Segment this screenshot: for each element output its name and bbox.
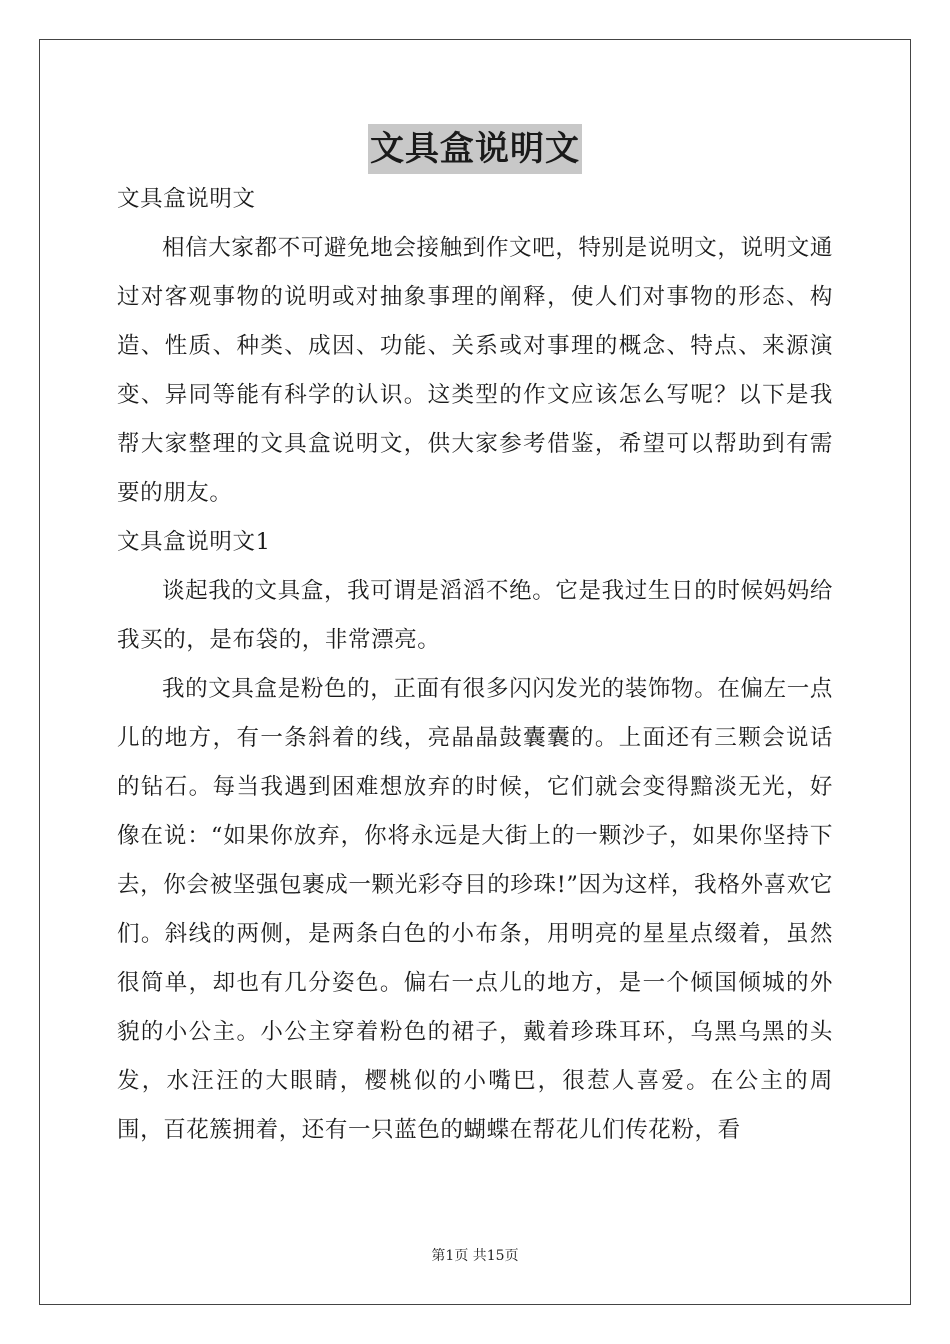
page-footer: 第1页 共15页	[431, 1248, 519, 1264]
title-container	[0, 124, 950, 174]
intro-paragraph: 相信大家都不可避免地会接触到作文吧，特别是说明文，说明文通过对客观事物的说明或对抽象事理的阐释，使人们对事物的形态、构造、性质、种类、成因、功能、关系或对事理的概念、特点、来源演变、异同等能有科学的认识。这类型的作文应该怎么写呢？以下是我帮大家整理的文具盒说明文，供大家参考借鉴，希望可以帮助到有需要的朋友。	[117, 235, 833, 506]
document-body	[117, 175, 833, 1155]
section-heading: 文具盒说明文1	[117, 529, 271, 555]
document-title: 文具盒说明文	[368, 124, 582, 174]
body-paragraph: 我的文具盒是粉色的，正面有很多闪闪发光的装饰物。在偏左一点儿的地方，有一条斜着的线，亮晶晶鼓囊囊的。上面还有三颗会说话的钻石。每当我遇到困难想放弃的时候，它们就会变得黯淡无光，好像在说：“如果你放弃，你将永远是大街上的一颗沙子，如果你坚持下去，你会被坚强包裹成一颗光彩夺目的珍珠!”因为这样，我格外喜欢它们。斜线的两侧，是两条白色的小布条，用明亮的星星点缀着，虽然很简单，却也有几分姿色。偏右一点儿的地方，是一个倾国倾城的外貌的小公主。小公主穿着粉色的裙子，戴着珍珠耳环，乌黑乌黑的头发，水汪汪的大眼睛，樱桃似的小嘴巴，很惹人喜爱。在公主的周围，百花簇拥着，还有一只蓝色的蝴蝶在帮花儿们传花粉，看	[117, 676, 833, 1143]
body-paragraph: 谈起我的文具盒，我可谓是滔滔不绝。它是我过生日的时候妈妈给我买的，是布袋的，非常漂亮。	[117, 578, 833, 653]
subtitle: 文具盒说明文	[117, 186, 256, 212]
